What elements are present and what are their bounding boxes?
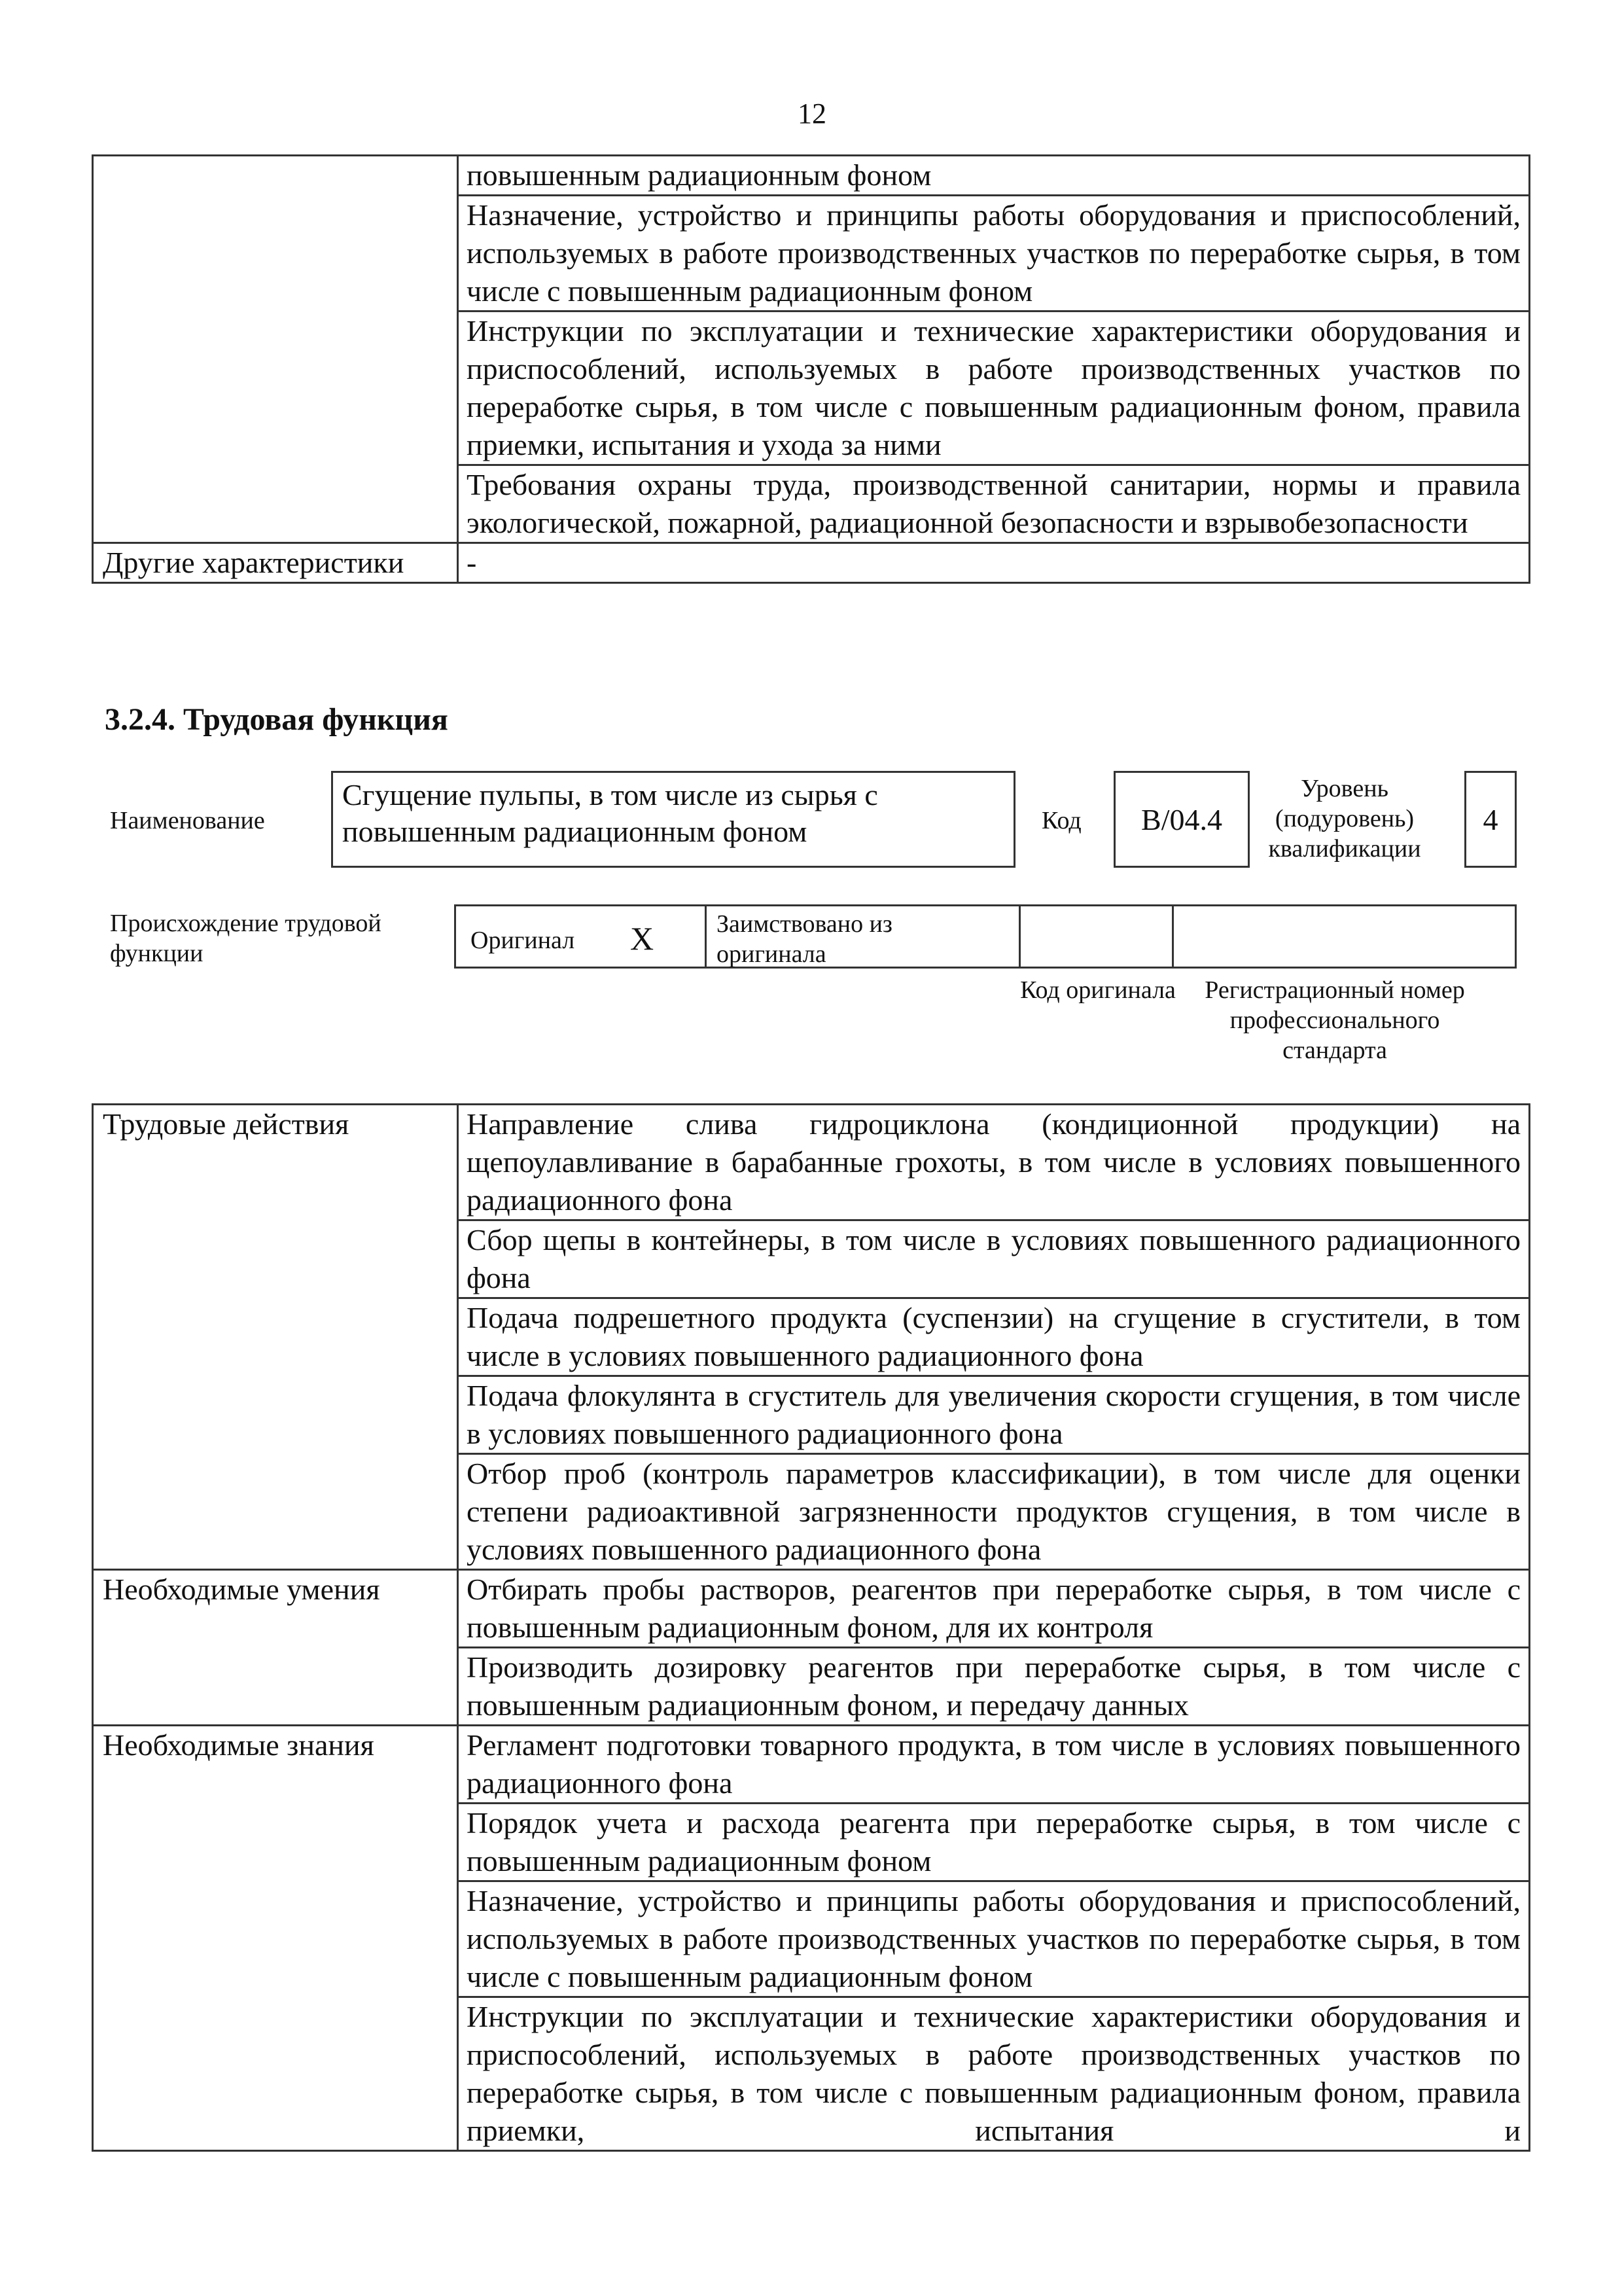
table-row	[93, 156, 1530, 196]
top-row-4: Требования охраны труда, производственной санитарии, нормы и правила экологической, пожарной, радиационной безопасности и взрывобезопасности	[458, 465, 1530, 543]
origin-label: Происхождение трудовой функции	[110, 910, 381, 967]
table-row	[93, 543, 1530, 583]
level-label: Уровень (подуровень) квалификации	[1268, 775, 1421, 863]
level-value: 4	[1483, 802, 1498, 836]
borrowed-label: Заимствовано из оригинала	[716, 910, 892, 968]
knowledge-label: Необходимые знания	[93, 1726, 458, 2151]
origin-box	[454, 904, 1517, 969]
code-label: Код	[1042, 807, 1082, 834]
top-table	[92, 154, 1530, 584]
name-value: Сгущение пульпы, в том числе из сырья с повышенным радиационным фоном	[342, 778, 878, 848]
labor-action-item: Сбор щепы в контейнеры, в том числе в условиях повышенного радиационного фона	[458, 1220, 1530, 1298]
labor-action-item: Отбор проб (контроль параметров классификации), в том числе для оценки степени радиоактивной загрязненности продуктов сгущения, в том числе в условиях повышенного радиационного фона	[458, 1454, 1530, 1570]
knowledge-item: Назначение, устройство и принципы работы оборудования и приспособлений, используемых в работе производственных участков по переработке сырья, в том числе с повышенным радиационным фоном	[458, 1881, 1530, 1997]
main-table	[92, 1103, 1530, 2152]
skills-label: Необходимые умения	[93, 1570, 458, 1726]
reg-number-caption: Регистрационный номер профессионального стандарта	[1205, 976, 1465, 1064]
top-row-3: Инструкции по эксплуатации и технические характеристики оборудования и приспособлений, используемых в работе производственных участков по переработке сырья, в том числе с повышенным радиационным фоном, правила приемки, испытания и ухода за ними	[458, 311, 1530, 465]
labor-action-item: Направление слива гидроциклона (кондиционной продукции) на щепоулавливание в барабанные грохоты, в том числе в условиях повышенного радиационного фона	[458, 1105, 1530, 1220]
labor-actions-label: Трудовые действия	[93, 1105, 458, 1570]
divider	[705, 906, 707, 967]
section-heading: 3.2.4. Трудовая функция	[105, 702, 448, 737]
original-mark: X	[630, 920, 654, 957]
top-row-1: повышенным радиационным фоном	[458, 156, 1530, 196]
name-label: Наименование	[110, 807, 265, 834]
skill-item: Производить дозировку реагентов при переработке сырья, в том числе с повышенным радиационным фоном, и передачу данных	[458, 1648, 1530, 1726]
labor-action-item: Подача флокулянта в сгуститель для увеличения скорости сгущения, в том числе в условиях повышенного радиационного фона	[458, 1376, 1530, 1454]
table-row	[93, 1570, 1530, 1648]
knowledge-item: Инструкции по эксплуатации и технические характеристики оборудования и приспособлений, используемых в работе производственных участков по переработке сырья, в том числе с повышенным радиационным фоном, правила приемки, испытания и	[458, 1997, 1530, 2151]
name-box	[331, 771, 1015, 868]
knowledge-item: Регламент подготовки товарного продукта, в том числе в условиях повышенного радиационного фона	[458, 1726, 1530, 1804]
knowledge-item: Порядок учета и расхода реагента при переработке сырья, в том числе с повышенным радиационным фоном	[458, 1804, 1530, 1881]
page-number: 12	[798, 98, 826, 130]
code-box	[1114, 771, 1250, 868]
skill-item: Отбирать пробы растворов, реагентов при переработке сырья, в том числе с повышенным радиационным фоном, для их контроля	[458, 1570, 1530, 1648]
table-row	[93, 1105, 1530, 1220]
divider	[1172, 906, 1174, 967]
code-original-caption: Код оригинала	[1020, 976, 1176, 1004]
other-characteristics-value: -	[458, 543, 1530, 583]
labor-action-item: Подача подрешетного продукта (суспензии) на сгущение в сгустители, в том числе в условиях повышенного радиационного фона	[458, 1298, 1530, 1376]
empty-label-cell	[93, 156, 458, 543]
divider	[1019, 906, 1021, 967]
other-characteristics-label: Другие характеристики	[93, 543, 458, 583]
table-row	[93, 1726, 1530, 1804]
code-value: В/04.4	[1141, 802, 1222, 836]
original-label: Оригинал	[470, 927, 575, 954]
level-box	[1464, 771, 1517, 868]
top-row-2: Назначение, устройство и принципы работы оборудования и приспособлений, используемых в работе производственных участков по переработке сырья, в том числе с повышенным радиационным фоном	[458, 196, 1530, 311]
